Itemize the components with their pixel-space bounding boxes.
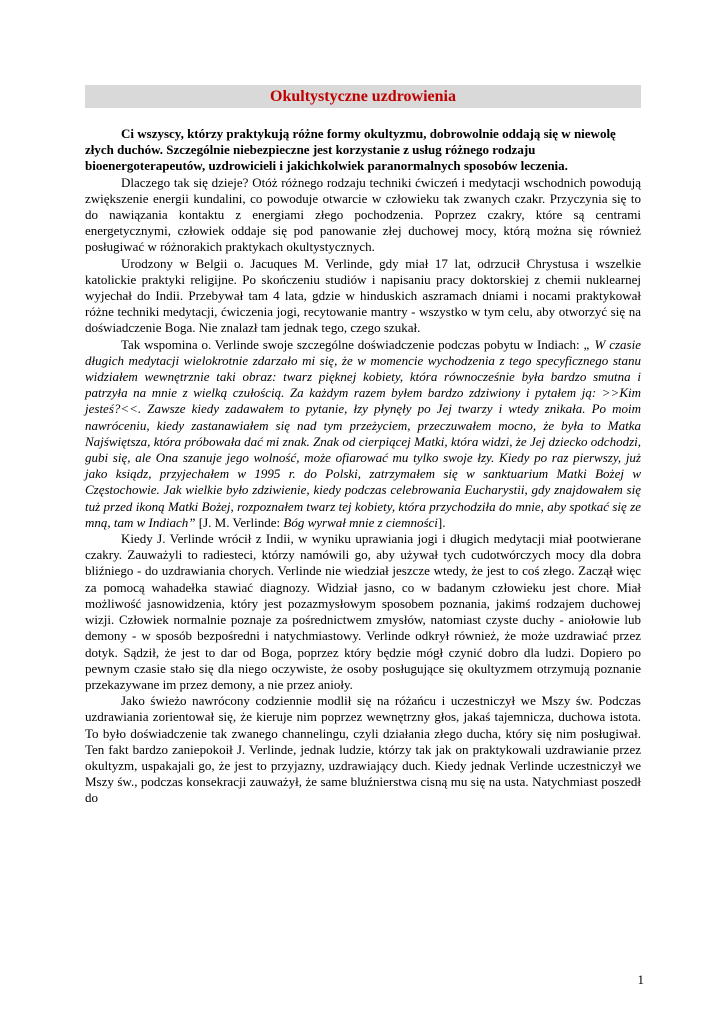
- paragraph-5: Jako świeżo nawrócony codziennie modlił się na różańcu i uczestniczył we Mszy św. Podczas uzdrawiania zorientował się, że kieruje nim poprzez wewnętrzny głos, jakaś tajemnicza, duchowa istota. To było doświadczenie tak zwanego channelingu, czyli działania złego ducha, który się nim posługiwał. Ten fakt bardzo zaniepokoił J. Verlinde, jednak ludzie, którzy tak jak on praktykowali uzdrawianie przez okultyzm, uspakajali go, że jest to przyjazny, uzdrawiający duch. Kiedy jednak Verlinde uczestniczył we Mszy św., podczas konsekracji zauważył, że same bluźnierstwa cisną mu się na usta. Natychmiast poszedł do: [85, 693, 641, 806]
- page-number: 1: [637, 972, 644, 987]
- paragraph-2: Urodzony w Belgii o. Jacuques M. Verlinde, gdy miał 17 lat, odrzucił Chrystusa i wszelkie katolickie praktyki religijne. Po skończeniu studiów i napisaniu pracy doktorskiej z chemii nuklearnej wyjechał do Indii. Przebywał tam 4 lata, gdzie w hinduskich aszramach dniami i nocami praktykował różne techniki medytacji, ćwiczenia jogi, recytowanie mantry - wszystko w tym celu, aby otworzyć się na doświadczenie Boga. Nie znalazł tam jednak tego, czego szukał.: [85, 255, 641, 336]
- quote-source-end: ].: [437, 514, 446, 530]
- paragraph-3-intro: Tak wspomina o. Verlinde swoje szczególne doświadczenie podczas pobytu w Indiach:: [121, 336, 584, 352]
- paragraph-4: Kiedy J. Verlinde wrócił z Indii, w wyniku uprawiania jogi i długich medytacji miał pootwierane czakry. Zauważyli to radiesteci, którzy namówili go, aby używał tych cudotwórczych mocy dla dobra bliźniego - do uzdrawiania chorych. Verlinde nie wiedział jeszcze wtedy, że jest to coś złego. Zaczął więc za pomocą wahadełka stawiać diagnozy. Widział jasno, co w badanym człowieku jest chore. Miał możliwość jasnowidzenia, który jest pozazmysłowym sposobem poznania, jakimś rodzajem duchowej wizji. Człowiek normalnie poznaje za pośrednictwem zmysłów, natomiast czyste duchy - aniołowie lub demony - w sposób bezpośredni i natychmiastowy. Verlinde odkrył również, że może uzdrawiać przez dotyk. Sądził, że jest to dar od Boga, poprzez który będzie mógł czynić dobro dla ludzi. Dopiero po pewnym czasie stało się dla niego oczywiste, że osoby posługujące się okultyzmem otrzymują poznanie przekazywane im przez demony, a nie przez anioły.: [85, 531, 641, 692]
- paragraph-3: [85, 337, 641, 531]
- document-page: [85, 85, 641, 807]
- verlinde-quote: „ W czasie długich medytacji wielokrotnie zdarzało mi się, że w momencie wychodzenia z tego specyficznego stanu widziałem wewnętrznie taki obraz: twarz pięknej kobiety, która równocześnie była bardzo smutna i patrzyła na mnie z wielką czułością. Za każdym razem byłem bardzo zdziwiony i pytałem ją: >>Kim jesteś?<<. Zawsze kiedy zadawałem to pytanie, łzy płynęły po Jej twarzy i wtedy znikała. Po moim nawróceniu, kiedy zastanawiałem się nad tym przeżyciem, przeczuwałem mocno, że była to Matka Najświętsza, która próbowała dać mi znak. Znak od cierpiącej Matki, która widzi, że Jej dziecko odchodzi, gubi się, ale Ona szanuje jego wolność, może ofiarować mu tylko swoje łzy. Kiedy po raz pierwszy, już jako ksiądz, przyjechałem w 1995 r. do Polski, zatrzymałem się w sanktuarium Matki Bożej w Częstochowie. Jak wielkie było zdziwienie, kiedy podczas celebrowania Eucharystii, gdy znajdowałem się tuż przed ikoną Matki Bożej, rozpoznałem twarz tej kobiety, która przychodziła do mnie, aby spotkać się ze mną, tam w Indiach”: [85, 336, 641, 530]
- paragraph-1: Dlaczego tak się dzieje? Otóż różnego rodzaju techniki ćwiczeń i medytacji wschodnich powodują zwiększenie energii kundalini, co powoduje otwarcie w człowieku tak zwanych czakr. Przyczynia się to do nawiązania kontaktu z energiami złego pochodzenia. Poprzez czakry, które są centrami energetycznymi, człowiek oddaje się pod panowanie złej duchowej mocy, którą można się również posługiwać w różnorakich praktykach okultystycznych.: [85, 174, 641, 255]
- document-title: Okultystyczne uzdrowienia: [270, 88, 456, 105]
- lead-paragraph: Ci wszyscy, którzy praktykują różne formy okultyzmu, dobrowolnie oddają się w niewolę złych duchów. Szczególnie niebezpieczne jest korzystanie z usług różnego rodzaju bioenergoterapeutów, uzdrowicieli i jakichkolwiek paranormalnych sposobów leczenia.: [85, 126, 616, 174]
- quote-source: [J. M. Verlinde:: [195, 514, 284, 530]
- book-title: Bóg wyrwał mnie z ciemności: [283, 514, 438, 530]
- title-bar: [85, 85, 641, 108]
